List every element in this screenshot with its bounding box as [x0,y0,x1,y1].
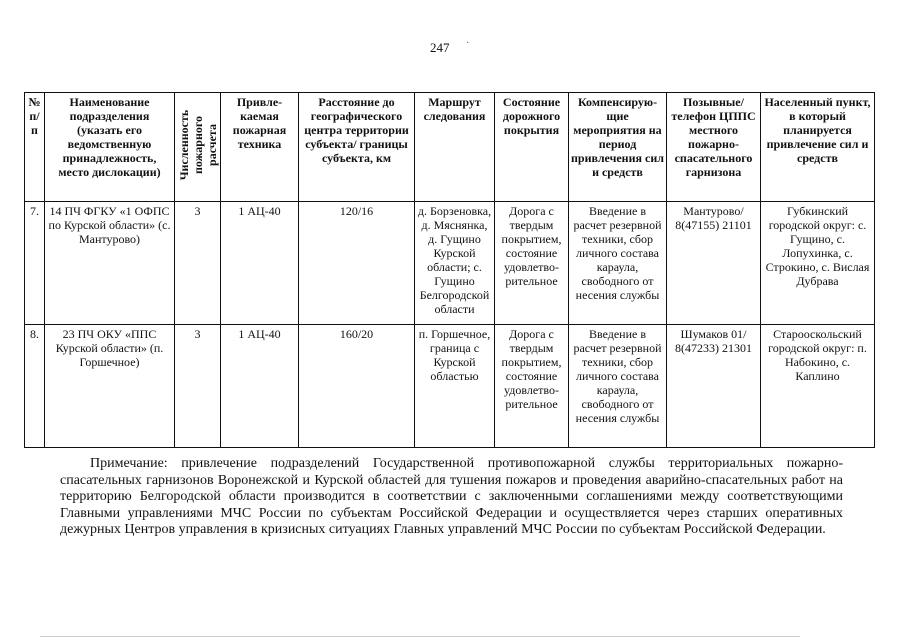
row-settlement: Губкинский городской округ: с. Гущино, с. Лопухинка, с. Строкино, с. Вислая Дубрава [761,202,875,325]
row-equipment: 1 АЦ-40 [221,202,299,325]
header-callsign: Позывные/ телефон ЦППС местного пожарно-спасательного гарнизона [667,93,761,202]
row-distance: 160/20 [299,325,415,448]
row-road: Дорога с твердым покрытием, состояние удовлетво-рительное [495,202,569,325]
row-road: Дорога с твердым покрытием, состояние удовлетво-рительное [495,325,569,448]
row-route: д. Борзеновка, д. Мяснянка, д. Гущино Курской области; с. Гущино Белгородской области [415,202,495,325]
row-number: 8. [25,325,45,448]
row-route: п. Горшечное, граница с Курской областью [415,325,495,448]
table-row [25,325,875,448]
row-callsign: Шумаков 01/ 8(47233) 21301 [667,325,761,448]
table-row [25,202,875,325]
row-measures: Введение в расчет резервной техники, сбор личного состава караула, свободного от несения службы [569,202,667,325]
forces-table [24,92,875,448]
row-crew: 3 [175,325,221,448]
header-distance: Расстояние до географического центра территории субъекта/ границы субъекта, км [299,93,415,202]
row-measures: Введение в расчет резервной техники, сбор личного состава караула, свободного от несения службы [569,325,667,448]
row-distance: 120/16 [299,202,415,325]
row-callsign: Мантурово/ 8(47155) 21101 [667,202,761,325]
header-equipment: Привле-каемая пожарная техника [221,93,299,202]
header-unit: Наименование подразделения (указать его ведомственную принадлежность, место дислокации) [45,93,175,202]
page-mark: · [466,38,470,49]
header-measures: Компенсирую-щие мероприятия на период привлечения сил и средств [569,93,667,202]
header-crew [175,93,221,202]
row-crew: 3 [175,202,221,325]
header-settlement: Населенный пункт, в который планируется привлечение сил и средств [761,93,875,202]
table-header-row [25,93,875,202]
row-settlement: Старооскольский городской округ: п. Набокино, с. Каплино [761,325,875,448]
header-route: Маршрут следования [415,93,495,202]
row-equipment: 1 АЦ-40 [221,325,299,448]
row-number: 7. [25,202,45,325]
header-crew-label: Численность пожарного расчета [176,109,219,181]
note-paragraph: Примечание: привлечение подразделений Государственной противопожарной службы территориальных пожарно-спасательных гарнизонов Воронежской и Курской областей для тушения пожаров и проведения аварийно-спасательных работ на территорию Белгородской области производится в соответствии с заключенными соглашениями между соответствующими Главными управлениями МЧС России по субъектам Российской Федерации и осуществляется через старших оперативных дежурных Центров управления в кризисных ситуациях Главных управлений МЧС России по субъектам Российской Федерации. [60,456,843,537]
row-unit: 23 ПЧ ОКУ «ППС Курской области» (п. Горшечное) [45,325,175,448]
header-road: Состояние дорожного покрытия [495,93,569,202]
scan-edge-line [40,636,800,637]
header-number: № п/п [25,93,45,202]
row-unit: 14 ПЧ ФГКУ «1 ОФПС по Курской области» (с. Мантурово) [45,202,175,325]
page-number: 247 [430,40,450,55]
